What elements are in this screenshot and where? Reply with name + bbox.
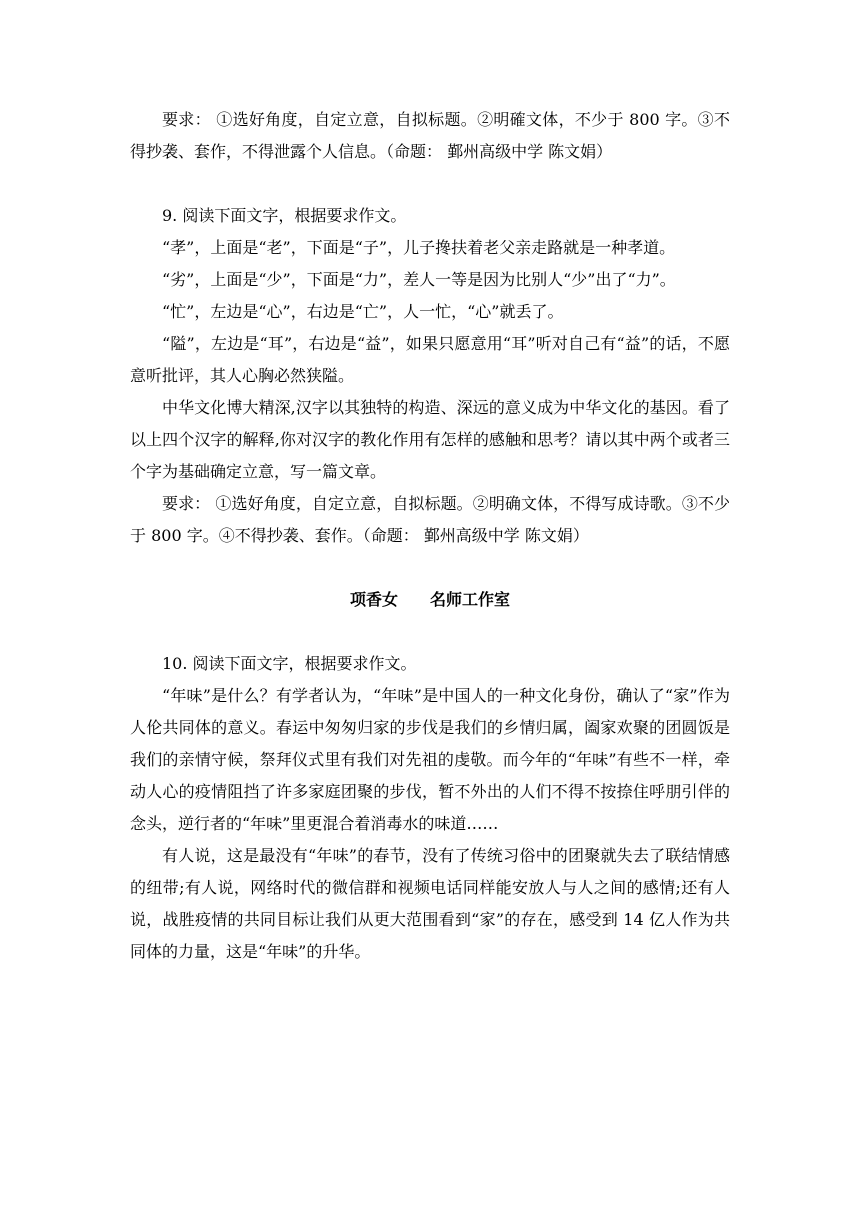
q10-intro: 10. 阅读下面文字，根据要求作文。 <box>162 654 417 673</box>
prev-question-requirements: 要求： ①选好角度，自定立意，自拟标题。②明確文体，不少于 800 字。③不得抄袭、套作，不得泄露个人信息。（命题： 鄞州高级中学 陈文娟） <box>130 110 730 161</box>
q10-paragraph-nianwei: “年味”是什么？有学者认为，“年味”是中国人的一种文化身份，确认了“家”作为人伦共同体的意义。春运中匆匆归家的步伐是我们的乡情归属，阖家欢聚的团圆饭是我们的亲情守候，祭拜仪式里有我们对先祖的虔敬。而今年的“年味”有些不一样，牵动人心的疫情阻挡了许多家庭团聚的步伐，暂不外出的人们不得不按捺住呼朋引伴的念头，逆行者的“年味”里更混合着消毒水的味道…… <box>130 686 730 833</box>
q9-requirements: 要求： ①选好角度，自定立意，自拟标题。②明确文体，不得写成诗歌。③不少于 800 字。④不得抄袭、套作。（命题： 鄞州高级中学 陈文娟） <box>130 494 730 545</box>
q9-paragraph-lie: “劣”，上面是“少”，下面是“力”，差人一等是因为比别人“少”出了“力”。 <box>162 270 676 289</box>
spacer <box>130 616 730 648</box>
q9-intro: 9. 阅读下面文字，根据要求作文。 <box>162 206 407 225</box>
document-body <box>130 104 730 968</box>
spacer <box>130 168 730 200</box>
q9-paragraph-xiao: “孝”，上面是“老”，下面是“子”，儿子搀扶着老父亲走路就是一种孝道。 <box>162 238 676 257</box>
spacer <box>130 552 730 584</box>
q10-paragraph-opinions: 有人说，这是最没有“年味”的春节，没有了传统习俗中的团聚就失去了联结情感的纽带;有人说，网络时代的微信群和视频电话同样能安放人与人之间的感情;还有人说，战胜疫情的共同目标让我们从更大范围看到“家”的存在，感受到 14 亿人作为共同体的力量，这是“年味”的升华。 <box>130 846 730 961</box>
q9-paragraph-mang: “忙”，左边是“心”，右边是“亡”，人一忙，“心”就丢了。 <box>162 302 564 321</box>
q9-paragraph-ai: “隘”，左边是“耳”，右边是“益”，如果只愿意用“耳”听对自己有“益”的话，不愿意听批评，其人心胸必然狭隘。 <box>130 334 730 385</box>
q9-prompt: 中华文化博大精深,汉字以其独特的构造、深远的意义成为中华文化的基因。看了以上四个汉字的解释,你对汉字的教化作用有怎样的感触和思考？请以其中两个或者三个字为基础确定立意，写一篇文章。 <box>130 398 730 481</box>
studio-heading: 项香女 名师工作室 <box>349 590 510 609</box>
